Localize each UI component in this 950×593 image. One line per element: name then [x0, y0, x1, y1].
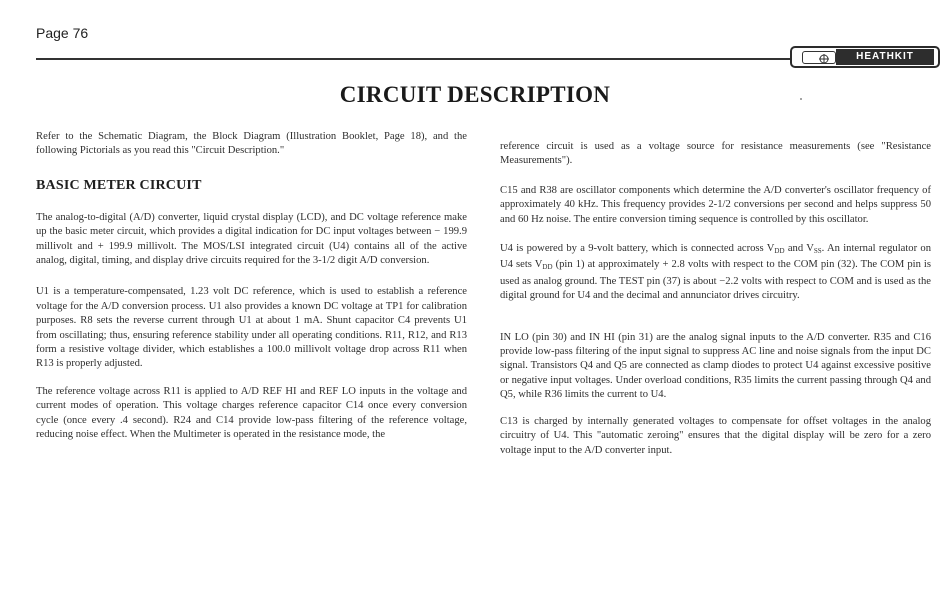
left-column	[36, 130, 467, 443]
input-paragraph: IN LO (pin 30) and IN HI (pin 31) are the analog signal inputs to the A/D converter. R35 and C16 provide low-pass filtering of the input signal to suppress AC line and noise signals from the input DC signal. Transistors Q4 and Q5 are connected as clamp diodes to protect U4 against excessive positive or negative input voltages. Under overload conditions, R35 limits the current passing through Q4 and Q5, while R36 limits the current to U4.	[500, 331, 931, 401]
page-number: Page 76	[36, 25, 89, 41]
header-rule	[36, 58, 916, 60]
section-heading: BASIC METER CIRCUIT	[36, 177, 202, 193]
logo-badge	[802, 51, 836, 64]
speck	[800, 98, 802, 100]
page-title: CIRCUIT DESCRIPTION	[339, 82, 611, 107]
heathkit-logo	[790, 46, 940, 68]
reference-continued-paragraph: reference circuit is used as a voltage source for resistance measurements (see "Resistance Measurements").	[500, 141, 931, 167]
reference-voltage-paragraph: The reference voltage across R11 is applied to A/D REF HI and REF LO inputs in the voltage and current modes of operation. This voltage charges reference capacitor C14 once every conversion cycle (once every .4 second). R24 and C14 provide low-pass filtering of the reference voltage, reducing noise effect. When the Multimeter is operated in the resistance mode, the	[36, 385, 467, 441]
intro-paragraph: Refer to the Schematic Diagram, the Block Diagram (Illustration Booklet, Page 18), and the following Pictorials as you read this "Circuit Description."	[36, 131, 467, 157]
logo-mark-icon	[818, 53, 830, 65]
auto-zero-paragraph: C13 is charged by internally generated voltages to compensate for offset voltages in the analog circuitry of U4. This "automatic zeroing" ensures that the digital display will be zero for a zero voltage input to the A/D converter input.	[500, 415, 931, 456]
right-column	[500, 140, 931, 458]
reference-paragraph: U1 is a temperature-compensated, 1.23 volt DC reference, which is used to establish a reference voltage for the A/D conversion process. U1 also provides a known DC voltage at TP1 for calibration purposes. R8 sets the reverse current through U1 at about 1 mA. Shunt capacitor C4 prevents U1 from oscillating; thus, ensuring reference stability under all operating conditions. R11, R12, and R13 form a resistive voltage divider, which establishes a 100.0 millivolt voltage drop across R11 when R13 is properly adjusted.	[36, 286, 467, 370]
logo-text: HEATHKIT	[836, 49, 934, 65]
power-paragraph: U4 is powered by a 9-volt battery, which is connected across $V_{DD}$ and $V_{SS}$. An internal regulator on U4 sets $V_{DD}$ (pin 1) at approximately + 2.8 volts with respect to the COM pin (32). The COM pin is used as analog ground. The TEST pin (37) is about −2.2 volts with respect to COM and is used as the digital ground for U4 and the decimal and annunciator drives circuitry.	[500, 243, 931, 302]
basic-meter-paragraph: The analog-to-digital (A/D) converter, liquid crystal display (LCD), and DC voltage reference make up the basic meter circuit, which provides a digital indication for DC input voltages between − 199.9 millivolt and + 199.9 millivolt. The MOS/LSI integrated circuit (U4) contains all of the active analog, digital, timing, and display drive circuits required for the 3-1/2 digit A/D conversion.	[36, 211, 467, 267]
oscillator-paragraph: C15 and R38 are oscillator components which determine the A/D converter's oscillator frequency of approximately 40 kHz. This frequency provides 2-1/2 conversions per second and helps suppress 50 and 60 Hz noise. The entire conversion timing sequence is controlled by this oscillator.	[500, 184, 931, 225]
